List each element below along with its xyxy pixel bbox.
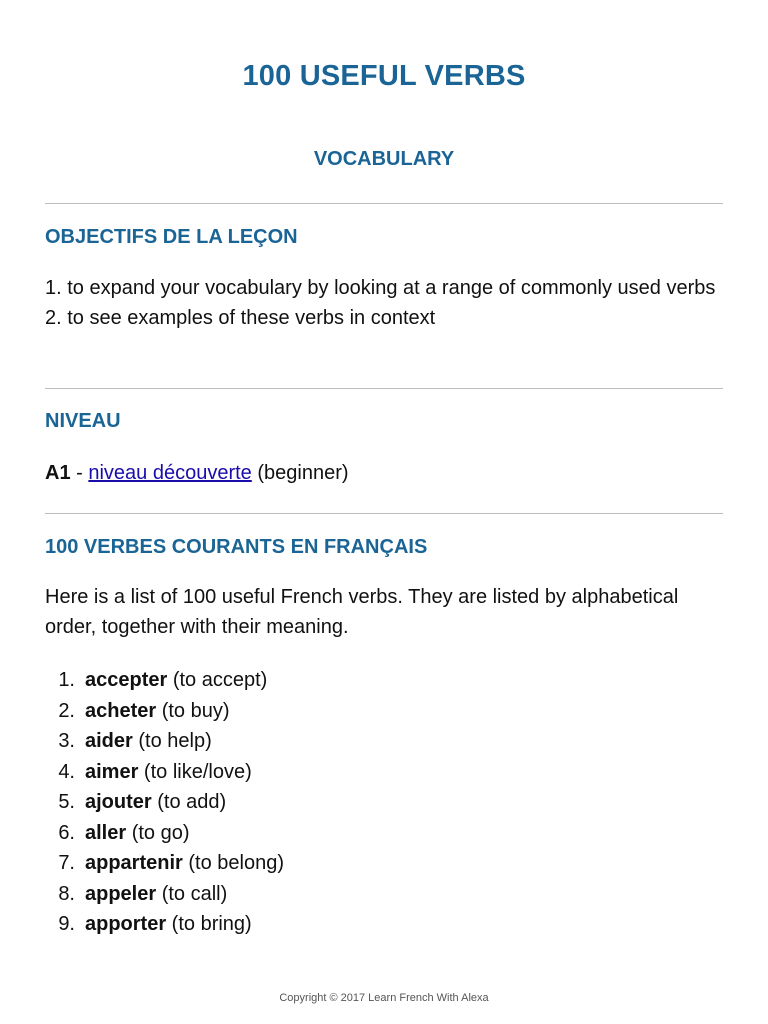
verb-english: (to accept) bbox=[167, 669, 268, 691]
verbs-list bbox=[45, 665, 723, 940]
verb-french: apporter bbox=[85, 913, 167, 935]
verb-english: (to help) bbox=[132, 730, 212, 752]
verb-french: acheter bbox=[85, 699, 157, 722]
list-item-number: 7. bbox=[58, 852, 75, 874]
objectives-heading: OBJECTIFS DE LA LEÇON bbox=[45, 226, 298, 248]
list-item bbox=[45, 818, 723, 849]
verb-english: (to call) bbox=[156, 882, 228, 905]
verb-english: (to buy) bbox=[156, 699, 230, 722]
list-item bbox=[45, 909, 723, 940]
copyright-footer: Copyright © 2017 Learn French With Alexa bbox=[279, 992, 489, 1004]
list-item-number: 5. bbox=[58, 791, 75, 813]
document-subtitle: VOCABULARY bbox=[313, 148, 455, 170]
level-separator: - bbox=[70, 462, 89, 484]
divider bbox=[45, 513, 723, 514]
level-code: A1 bbox=[45, 462, 71, 484]
level-heading: NIVEAU bbox=[45, 410, 121, 432]
level-suffix: (beginner) bbox=[251, 462, 349, 484]
document-title: 100 USEFUL VERBS bbox=[242, 60, 526, 92]
list-item-number: 3. bbox=[58, 730, 75, 752]
list-item-number: 2. bbox=[58, 699, 75, 722]
objective-item: 2. to see examples of these verbs in context bbox=[45, 307, 436, 329]
verb-french: ajouter bbox=[85, 791, 152, 813]
verb-french: appartenir bbox=[85, 852, 183, 874]
divider bbox=[45, 203, 723, 204]
verbs-intro: Here is a list of 100 useful French verbs. They are listed by alphabetical order, together with their meaning. bbox=[45, 586, 679, 638]
objectives-list bbox=[45, 273, 723, 333]
level-link[interactable]: niveau découverte bbox=[88, 462, 252, 484]
list-item-number: 4. bbox=[58, 760, 75, 783]
list-item-number: 9. bbox=[58, 913, 75, 935]
list-item bbox=[45, 787, 723, 818]
list-item bbox=[45, 879, 723, 910]
list-item bbox=[45, 757, 723, 788]
list-item bbox=[45, 726, 723, 757]
verb-english: (to go) bbox=[126, 821, 190, 844]
verb-english: (to belong) bbox=[182, 852, 284, 874]
verb-french: aider bbox=[85, 730, 133, 752]
verb-english: (to like/love) bbox=[138, 760, 252, 783]
verb-french: aller bbox=[85, 821, 127, 844]
level-line bbox=[45, 458, 723, 488]
objective-item: 1. to expand your vocabulary by looking at a range of commonly used verbs bbox=[45, 277, 716, 299]
list-item bbox=[45, 665, 723, 696]
verb-french: appeler bbox=[85, 882, 157, 905]
verbs-heading: 100 VERBES COURANTS EN FRANÇAIS bbox=[45, 536, 428, 558]
divider bbox=[45, 388, 723, 389]
list-item-number: 8. bbox=[58, 882, 75, 905]
verb-english: (to add) bbox=[151, 791, 227, 813]
verb-english: (to bring) bbox=[166, 913, 252, 935]
list-item bbox=[45, 848, 723, 879]
list-item bbox=[45, 696, 723, 727]
list-item-number: 1. bbox=[58, 669, 75, 691]
list-item-number: 6. bbox=[58, 821, 75, 844]
verb-french: aimer bbox=[85, 760, 139, 783]
verb-french: accepter bbox=[85, 669, 168, 691]
